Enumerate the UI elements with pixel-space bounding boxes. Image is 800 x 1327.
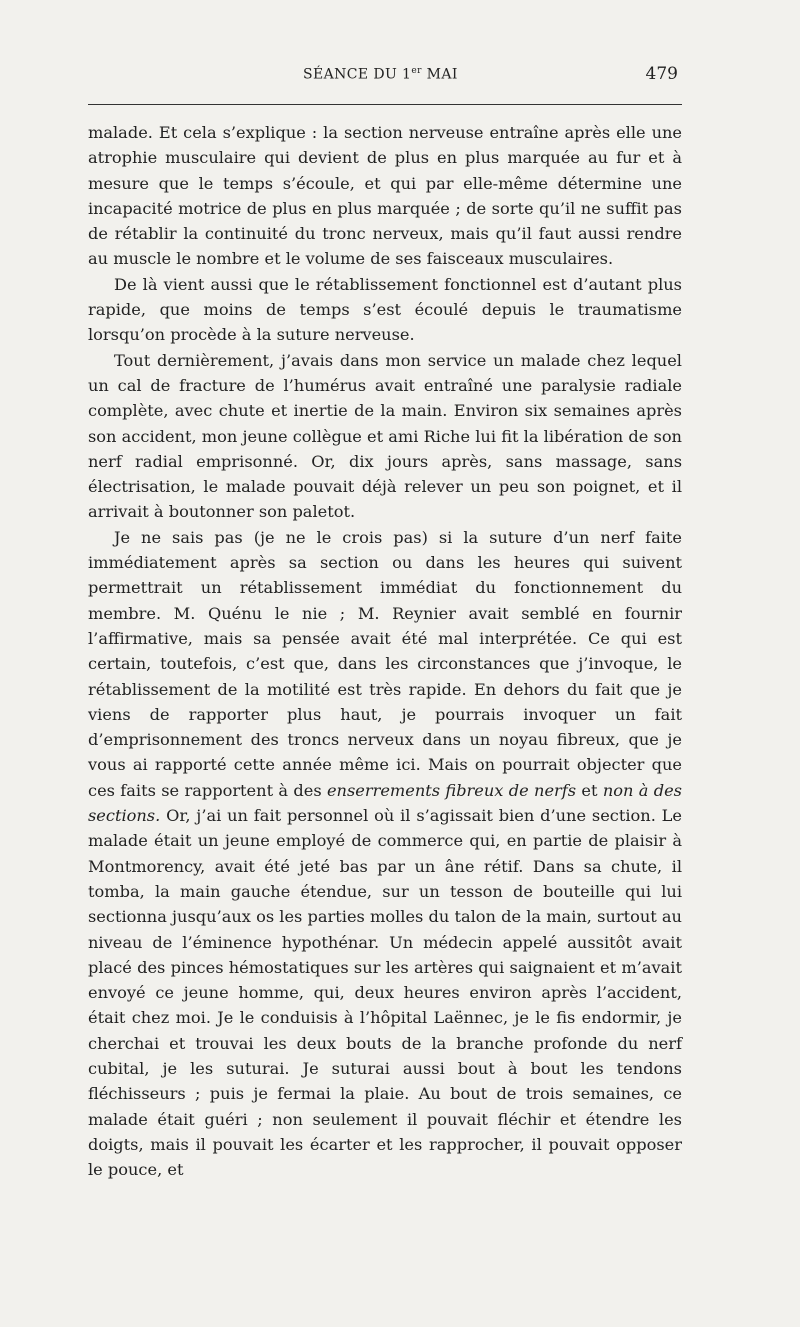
paragraph-2: De là vient aussi que le rétablissement fonctionnel est d’autant plus rapide, que moins de temps s’est écoulé depuis le traumatisme lorsqu’on procède à la suture nerveuse. bbox=[88, 274, 682, 345]
paragraph-1: malade. Et cela s’explique : la section nerveuse entraîne après elle une atrophie musculaire qui devient de plus en plus marquée au fur et à mesure que le temps s’écoule, et qui par elle-même détermine une incapacité motrice de plus en plus marquée ; de sorte qu’il ne suffit pas de rétablir la continuité du tronc nerveux, mais qu’il faut aussi rendre au muscle le nombre et le volume de ses faisceaux musculaires. bbox=[88, 123, 682, 269]
paragraph-4-text-1: Je ne sais pas (je ne le crois pas) si la suture d’un nerf faite immédiatement après sa section ou dans les heures qui suivent permettrait un rétablissement immédiat du fonctionnement du membre. M. Quénu le nie ; M. Reynier avait semblé en fournir l’affirmative, mais sa pensée avait été mal interprétée. Ce qui est certain, toutefois, c’est que, dans les circonstances que j’invoque, le rétablissement de la motilité est très rapide. En dehors du fait que je viens de rapporter plus haut, je pourrais invoquer un fait d’emprisonnement des troncs nerveux dans un noyau fibreux, que je vous ai rapporté cette année même ici. Mais on pourrait objecter que ces faits se rapportent à des bbox=[88, 527, 682, 800]
page-number: 479 bbox=[645, 64, 678, 84]
running-title-month: MAI bbox=[421, 66, 458, 83]
paragraph-4-italic-1: enserrements fibreux de nerfs bbox=[326, 780, 577, 800]
page-header bbox=[88, 66, 682, 90]
running-title-main: SÉANCE DU 1 bbox=[303, 66, 412, 83]
running-title bbox=[303, 66, 458, 83]
header-rule bbox=[88, 104, 682, 105]
paragraph-3: Tout dernièrement, j’avais dans mon service un malade chez lequel un cal de fracture de l’humérus avait entraîné une paralysie radiale complète, avec chute et inertie de la main. Environ six semaines après son accident, mon jeune collègue et ami Riche lui fit la libération de son nerf radial emprisonné. Or, dix jours après, sans massage, sans électrisation, le malade pouvait déjà relever un peu son poignet, et il arrivait à boutonner son paletot. bbox=[88, 350, 682, 522]
running-title-superscript: er bbox=[411, 66, 422, 76]
paragraph-4-text-2: et bbox=[576, 780, 603, 800]
paragraph-4-italic-2: non à des sections. bbox=[88, 780, 682, 826]
paragraph-4 bbox=[88, 525, 682, 1183]
paragraph-4-text-3: Or, j’ai un fait personnel où il s’agissait bien d’une section. Le malade était un jeune employé de commerce qui, en partie de plaisir à Montmorency, avait été jeté bas par un âne rétif. Dans sa chute, il tomba, la main gauche étendue, sur un tesson de bouteille qui lui sectionna jusqu’aux os les parties molles du talon de la main, surtout au niveau de l’éminence hypothénar. Un médecin appelé aussitôt avait placé des pinces hémostatiques sur les artères qui saignaient et m’avait envoyé ce jeune homme, qui, deux heures environ après l’accident, était chez moi. Je le conduisis à l’hôpital Laënnec, je le fis endormir, je cherchai et trouvai les deux bouts de la branche profonde du nerf cubital, je les suturai. Je suturai aussi bout à bout les tendons fléchisseurs ; puis je fermai la plaie. Au bout de trois semaines, ce malade était guéri ; non seulement il pouvait fléchir et étendre les doigts, mais il pouvait les écarter et les rapprocher, il pouvait opposer le pouce, et bbox=[88, 806, 682, 1180]
body-text bbox=[88, 120, 682, 1182]
